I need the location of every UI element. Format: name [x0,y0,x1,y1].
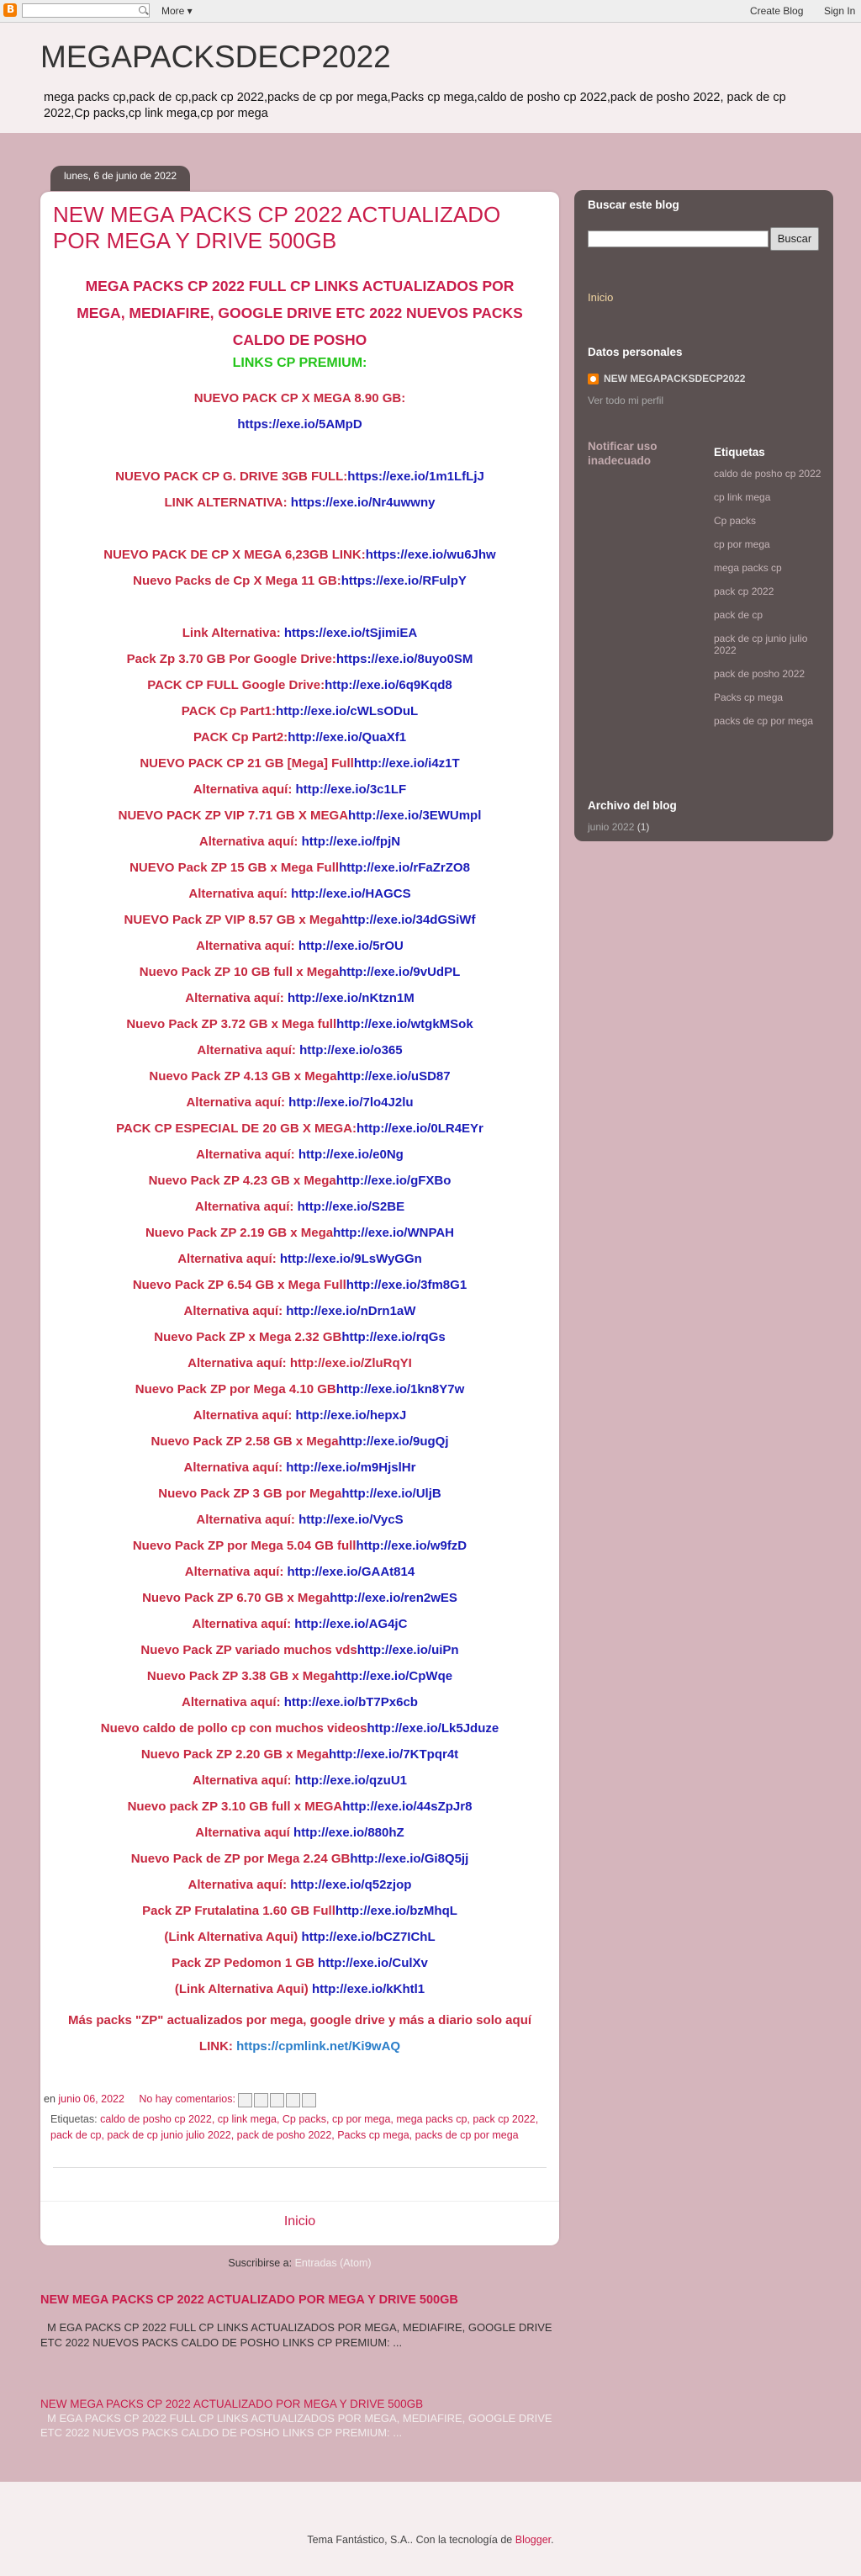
download-link[interactable]: http://exe.io/880hZ [293,1826,404,1840]
pack-label: Nuevo Pack de ZP por Mega 2.24 GB [130,1852,351,1866]
link-line [40,1585,559,1611]
link-line [40,1663,559,1689]
pack-label: Nuevo Pack ZP por Mega 5.04 GB full [132,1539,357,1553]
link-line [40,385,559,411]
pack-label: Nuevo Pack ZP 3 GB por Mega [158,1487,342,1501]
email-share-icon[interactable] [238,2093,252,2107]
sidebar-label-link[interactable]: pack de cp [714,609,763,621]
link-line [40,490,559,516]
download-link[interactable]: http://exe.io/UljB [341,1487,441,1501]
link-block-2 [40,464,559,516]
pack-label: Alternativa aquí: [194,1200,298,1214]
download-link[interactable]: http://exe.io/hepxJ [295,1408,407,1423]
link-line [40,1689,559,1715]
download-link[interactable]: http://exe.io/44sZpJr8 [342,1799,473,1814]
pack-label: (Link Alternativa Aqui) [174,1982,312,1996]
pack-label: Pack ZP Frutalatina 1.60 GB Full [142,1904,335,1918]
pack-label: Alternativa aquí: [192,1617,295,1631]
download-link[interactable]: http://exe.io/i4z1T [353,756,460,771]
link-block-3 [40,542,559,594]
comments-link[interactable]: No hay comentarios: [139,2093,235,2105]
link-line [40,985,559,1011]
download-link[interactable]: http://exe.io/fpjN [301,835,401,849]
search-widget-title: Buscar este blog [588,199,679,211]
download-link[interactable]: https://exe.io/5AMpD [237,417,362,432]
download-link[interactable]: http://exe.io/9ugQj [338,1434,449,1449]
link-line [40,672,559,698]
pack-label: NUEVO Pack ZP 15 GB x Mega Full [129,861,340,875]
footer-attribution: Tema Fantástico, S.A.. Con la tecnología de Blogger. [307,2534,554,2546]
pack-label: Nuevo Pack ZP 6.54 GB x Mega Full [132,1278,346,1292]
link-line [40,1298,559,1324]
link-line [40,464,559,490]
link-block-4 [40,620,559,2002]
link-line [40,1220,559,1246]
sidebar-label-link[interactable]: mega packs cp [714,562,782,574]
blogger-navbar [0,0,861,23]
labels-list [714,468,827,739]
pack-label: Alternativa aquí: [183,1304,287,1318]
link-line [40,1116,559,1142]
download-link[interactable]: http://exe.io/1kn8Y7w [335,1382,465,1397]
profile-name-link[interactable]: NEW MEGAPACKSDECP2022 [604,373,746,384]
pack-label: Nuevo pack ZP 3.10 GB full x MEGA [127,1799,343,1814]
pack-label: NUEVO PACK CP X MEGA 8.90 GB: [193,391,406,405]
link-line [40,1428,559,1455]
pack-label: Alternativa aquí: [188,887,292,901]
pack-label: PACK Cp Part1: [181,704,277,718]
pack-label: Alternativa aquí: [184,1565,288,1579]
pack-label: PACK CP FULL Google Drive: [147,678,325,692]
final-link[interactable]: https://cpmlink.net/Ki9wAQ [236,2039,401,2054]
download-link[interactable]: http://exe.io/cWLsODuL [276,704,419,718]
pack-label: Alternativa aquí: [196,1148,298,1162]
link-line [40,1455,559,1481]
link-line [40,1924,559,1950]
sidebar-label-link[interactable]: Packs cp mega [714,692,784,703]
pack-label: Nuevo caldo de pollo cp con muchos videos [100,1721,367,1736]
pack-label: Alternativa aquí: [192,1773,295,1788]
download-link[interactable]: http://exe.io/qzuU1 [294,1773,408,1788]
download-link[interactable]: http://exe.io/uSD87 [336,1069,451,1084]
post-label-links[interactable]: caldo de posho cp 2022, cp link mega, Cp packs, cp por mega, mega packs cp, pack cp 2022, pack de cp, pack de cp junio julio 2022, pack de posho 2022, Packs cp mega, packs de cp por mega [50,2113,539,2141]
download-link[interactable]: http://exe.io/nDrn1aW [286,1304,416,1318]
link-line [40,933,559,959]
pack-label: Alternativa aquí: http://exe.io/ZluRqYI [188,1356,412,1370]
page-footer [0,2482,861,2576]
link-line [40,698,559,724]
download-link[interactable]: http://exe.io/o365 [299,1043,403,1057]
link-line [40,1741,559,1768]
pack-label: Nuevo Pack ZP 2.19 GB x Mega [145,1226,334,1240]
pack-label: Nuevo Pack ZP 4.23 GB x Mega [148,1174,336,1188]
link-line [40,542,559,568]
post-date: lunes, 6 de junio de 2022 [50,166,190,191]
link-line [40,1611,559,1637]
download-link[interactable]: http://exe.io/3c1LF [295,782,407,797]
profile-widget-title: Datos personales [588,346,683,358]
blog-search-input[interactable] [588,231,769,247]
link-line [40,1194,559,1220]
blog-description: mega packs cp,pack de cp,pack cp 2022,packs de cp por mega,Packs cp mega,caldo de posho cp 2022,pack de posho 2022, pack de cp 2022,Cp packs,cp link mega,cp por mega [44,91,786,120]
download-link[interactable]: http://exe.io/rqGs [341,1330,446,1344]
pack-label: NUEVO PACK ZP VIP 7.71 GB X MEGA [118,808,349,823]
download-link[interactable]: http://exe.io/CpWqe [335,1669,453,1683]
link-line [40,881,559,907]
link-line [40,750,559,777]
related-post-title-2[interactable]: NEW MEGA PACKS CP 2022 ACTUALIZADO POR MEGA Y DRIVE 500GB [40,2398,424,2410]
pack-label: Alternativa aquí: [197,1043,300,1057]
pack-label: Alternativa aquí: [193,782,296,797]
atom-feed-link[interactable]: Entradas (Atom) [294,2257,372,2269]
pack-label: Alternativa aquí: [198,835,302,849]
sign-in-link[interactable]: Sign In [824,5,856,17]
link-line [40,411,559,437]
download-link[interactable]: http://exe.io/GAAt814 [287,1565,415,1579]
download-link[interactable]: http://exe.io/S2BE [297,1200,405,1214]
pack-label: Nuevo Pack ZP 3.72 GB x Mega full [126,1017,337,1031]
pack-label: Nuevo Pack ZP 4.13 GB x Mega [149,1069,337,1084]
pack-label: Alternativa aquí: [183,1460,287,1475]
pack-label: NUEVO Pack ZP VIP 8.57 GB x Mega [124,913,342,927]
download-link[interactable]: http://exe.io/34dGSiWf [341,913,476,927]
related-post-snippet: M EGA PACKS CP 2022 FULL CP LINKS ACTUALIZADOS POR MEGA, MEDIAFIRE, GOOGLE DRIVE ETC 2022 NUEVOS PACKS CALDO DE POSHO LINKS CP PREMIUM: ... [40,2321,552,2349]
navbar-search-input[interactable] [22,3,150,18]
related-post-title[interactable]: NEW MEGA PACKS CP 2022 ACTUALIZADO POR MEGA Y DRIVE 500GB [40,2293,458,2307]
pack-label: Nuevo Pack ZP 6.70 GB x Mega [142,1591,330,1605]
pack-label: NUEVO PACK CP G. DRIVE 3GB FULL: [115,469,348,484]
post-labels: Etiquetas: caldo de posho cp 2022, cp link mega, Cp packs, cp por mega, mega packs cp, pack cp 2022, pack de cp, pack de cp junio julio 2022, pack de posho 2022, Packs cp mega, packs de cp por mega [50,2113,539,2141]
pack-label: Alternativa aquí: [186,1095,289,1110]
blog-pager [40,2201,559,2245]
link-line [40,1481,559,1507]
pack-label: Alternativa aquí: [196,1513,299,1527]
link-line [40,1768,559,1794]
pack-label: Alternativa aquí: [177,1252,280,1266]
post-headline: MEGA PACKS CP 2022 FULL CP LINKS ACTUALIZADOS POR MEGA, MEDIAFIRE, GOOGLE DRIVE ETC 2022 NUEVOS PACKS CALDO DE POSHO [77,278,523,348]
link-line [40,1846,559,1872]
link-line [40,1507,559,1533]
pack-label: LINK ALTERNATIVA: [164,496,291,510]
pack-label: Alternativa aquí: [188,1878,291,1892]
pack-label: Link Alternativa: [182,626,284,640]
download-link[interactable]: https://exe.io/tSjimiEA [283,626,418,640]
pack-label: Nuevo Pack ZP variado muchos vds [140,1643,357,1657]
download-link[interactable]: http://exe.io/nKtzn1M [287,991,415,1005]
download-link[interactable]: http://exe.io/uiPn [357,1643,459,1657]
link-line [40,829,559,855]
download-link[interactable]: http://exe.io/Gi8Q5jj [350,1852,469,1866]
post-title[interactable]: NEW MEGA PACKS CP 2022 ACTUALIZADO POR MEGA Y DRIVE 500GB [53,202,501,253]
download-link[interactable]: http://exe.io/e0Ng [298,1148,404,1162]
pack-label: Nuevo Pack ZP por Mega 4.10 GB [135,1382,336,1397]
blogger-profile-icon [588,374,599,384]
download-link[interactable]: http://exe.io/AG4jC [294,1617,408,1631]
pack-label: Pack Zp 3.70 GB Por Google Drive: [126,652,336,666]
link-line [40,1533,559,1559]
pack-label: NUEVO PACK CP 21 GB [Mega] Full [140,756,354,771]
home-link[interactable]: Inicio [283,2214,316,2229]
link-line [40,724,559,750]
pack-label: Nuevo Pack ZP x Mega 2.32 GB [154,1330,342,1344]
download-link[interactable]: http://exe.io/3EWUmpl [348,808,482,823]
download-link[interactable]: http://exe.io/6q9Kqd8 [325,678,452,692]
final-note: Más packs "ZP" actualizados por mega, google drive y más a diario solo aquí LINK: https://cpmlink.net/Ki9wAQ [67,2013,532,2054]
sidebar-label-link[interactable]: pack de posho 2022 [714,668,806,680]
download-link[interactable]: https://exe.io/1m1LfLjJ [347,469,484,484]
download-link[interactable]: http://exe.io/ren2wES [330,1591,457,1605]
download-link[interactable]: http://exe.io/9vUdPL [339,965,461,979]
related-post-snippet-2: M EGA PACKS CP 2022 FULL CP LINKS ACTUALIZADOS POR MEGA, MEDIAFIRE, GOOGLE DRIVE ETC 2022 NUEVOS PACKS CALDO DE POSHO LINKS CP PREMIUM: ... [40,2412,552,2439]
link-line [40,1272,559,1298]
pack-label: Nuevo Pack ZP 2.20 GB x Mega [140,1747,329,1762]
download-link[interactable]: http://exe.io/gFXBo [335,1174,452,1188]
pack-label: Alternativa aquí: [196,939,298,953]
link-line [40,1324,559,1350]
sidebar-label-link[interactable]: cp link mega [714,491,771,503]
link-line [40,1559,559,1585]
view-profile-link[interactable]: Ver todo mi perfil [588,395,664,406]
pack-label: (Link Alternativa Aqui) [164,1930,302,1944]
more-menu[interactable]: More ▾ [161,5,193,17]
blogger-link[interactable]: Blogger [515,2534,552,2546]
download-link[interactable]: http://exe.io/CulXv [318,1956,428,1970]
download-link[interactable]: http://exe.io/rFaZrZO8 [339,861,470,875]
link-line [40,1402,559,1428]
archive-item: junio 2022 (1) [588,821,650,833]
link-line [40,907,559,933]
link-line [40,620,559,646]
sidebar-label-link[interactable]: pack de cp junio julio 2022 [714,633,808,656]
pinterest-share-icon[interactable] [302,2093,316,2107]
subscribe-line: Suscribirse a: Entradas (Atom) [228,2257,372,2269]
pack-label: Alternativa aquí: [193,1408,296,1423]
download-link[interactable]: http://exe.io/bT7Px6cb [283,1695,418,1709]
sidebar-label-link[interactable]: packs de cp por mega [714,715,814,727]
download-link[interactable]: http://exe.io/bCZ7IChL [301,1930,436,1944]
download-link[interactable]: http://exe.io/m9HjslHr [286,1460,416,1475]
share-buttons [238,2092,318,2107]
link-line [40,959,559,985]
link-line [40,1011,559,1037]
link-line [40,568,559,594]
blog-share-icon[interactable] [254,2093,268,2107]
sidebar-label-link[interactable]: Cp packs [714,515,757,527]
download-link[interactable]: http://exe.io/Lk5Jduze [367,1721,499,1736]
pack-label: PACK CP ESPECIAL DE 20 GB X MEGA: [116,1121,357,1136]
download-link[interactable]: https://exe.io/wu6Jhw [365,548,496,562]
search-button[interactable]: Buscar [770,227,819,251]
create-blog-link[interactable]: Create Blog [750,5,804,17]
pack-label: Nuevo Packs de Cp X Mega 11 GB: [133,574,341,588]
download-link[interactable]: http://exe.io/5rOU [298,939,404,953]
link-line [40,1350,559,1376]
post-card [40,192,559,2245]
link-line [40,1089,559,1116]
facebook-share-icon[interactable] [286,2093,300,2107]
download-link[interactable]: http://exe.io/3fm8G1 [346,1278,467,1292]
link-line [40,1142,559,1168]
premium-label: LINKS CP PREMIUM: [232,356,367,370]
pack-label: Alternativa aquí: [185,991,288,1005]
download-link[interactable]: http://exe.io/q52zjop [290,1878,412,1892]
post-body [40,273,559,2059]
download-link[interactable]: http://exe.io/0LR4EYr [357,1121,483,1136]
link-line [40,1820,559,1846]
download-link[interactable]: http://exe.io/kKhtl1 [311,1982,425,1996]
post-timestamp-link[interactable]: junio 06, 2022 [58,2093,124,2105]
labels-widget-title: Etiquetas [714,446,765,458]
link-line [40,1794,559,1820]
download-link[interactable]: http://exe.io/wtgkMSok [336,1017,473,1031]
report-abuse-link[interactable]: Notificar uso inadecuado [588,440,658,467]
twitter-share-icon[interactable] [270,2093,284,2107]
download-link[interactable]: https://exe.io/8uyo0SM [335,652,473,666]
link-line [40,1246,559,1272]
sidebar-label-link[interactable]: pack cp 2022 [714,586,774,597]
link-line [40,1376,559,1402]
download-link[interactable]: http://exe.io/w9fzD [356,1539,467,1553]
download-link[interactable]: http://exe.io/7KTpqr4t [328,1747,459,1762]
sidebar-label-link[interactable]: cp por mega [714,538,770,550]
blogger-logo-icon[interactable] [3,3,17,17]
link-line [40,803,559,829]
divider [53,2167,547,2168]
post-footer: en junio 06, 2022 No hay comentarios: [44,2091,548,2107]
link-line [40,646,559,672]
link-line [40,1715,559,1741]
link-line [40,1976,559,2002]
pack-label: Alternativa aquí [195,1826,293,1840]
pack-label: Nuevo Pack ZP 3.38 GB x Mega [146,1669,335,1683]
archive-month-link[interactable]: junio 2022 [588,821,635,833]
download-link[interactable]: http://exe.io/bzMhqL [335,1904,457,1918]
download-link[interactable]: http://exe.io/VycS [298,1513,404,1527]
link-line [40,1037,559,1063]
download-link[interactable]: http://exe.io/QuaXf1 [288,730,407,745]
link-line [40,777,559,803]
link-line [40,1637,559,1663]
sidebar [574,190,833,841]
download-link[interactable]: http://exe.io/HAGCS [291,887,411,901]
pack-label: Alternativa aquí: [182,1695,284,1709]
pack-label: PACK Cp Part2: [193,730,288,745]
link-line [40,1898,559,1924]
pack-label: Nuevo Pack ZP 2.58 GB x Mega [151,1434,339,1449]
link-line [40,1950,559,1976]
download-link[interactable]: https://exe.io/RFulpY [341,574,467,588]
link-line [40,855,559,881]
download-link[interactable]: http://exe.io/7lo4J2lu [288,1095,414,1110]
archive-widget-title: Archivo del blog [588,799,677,812]
download-link[interactable]: http://exe.io/9LsWyGGn [279,1252,422,1266]
pack-label: NUEVO PACK DE CP X MEGA 6,23GB LINK: [103,548,366,562]
pack-label: Nuevo Pack ZP 10 GB full x Mega [139,965,340,979]
blog-title[interactable]: MEGAPACKSDECP2022 [40,40,391,74]
sidebar-label-link[interactable]: caldo de posho cp 2022 [714,468,821,480]
link-block-1 [40,385,559,437]
download-link[interactable]: https://exe.io/Nr4uwwny [290,496,436,510]
link-line [40,1063,559,1089]
sidebar-home-link[interactable]: Inicio [588,291,614,304]
link-line [40,1872,559,1898]
download-link[interactable]: http://exe.io/WNPAH [333,1226,455,1240]
link-line [40,1168,559,1194]
blog-header [0,23,861,133]
pack-label: Pack ZP Pedomon 1 GB [172,1956,319,1970]
search-icon[interactable] [139,6,146,13]
